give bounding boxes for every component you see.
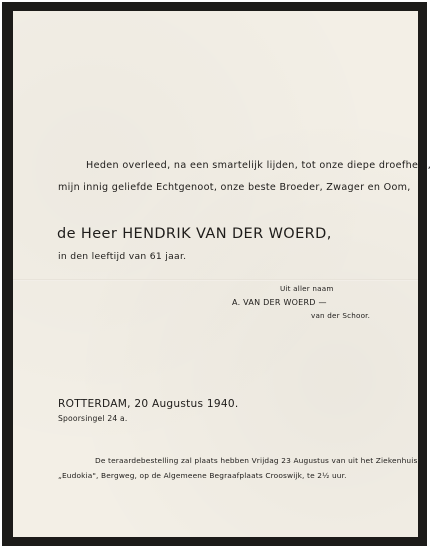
mourning-card: [13, 11, 431, 537]
funeral-line-1: De teraardebestelling zal plaats hebben Vrijdag 23 Augustus van uit het Ziekenhuis: [95, 456, 418, 465]
signature-name: A. VAN DER WOERD —: [232, 298, 327, 307]
signature-maiden-name: van der Schoor.: [311, 311, 371, 320]
funeral-line-2: „Eudokia", Bergweg, op de Algemeene Begraafplaats Crooswijk, te 2½ uur.: [58, 471, 347, 480]
place-and-date: ROTTERDAM, 20 Augustus 1940.: [58, 398, 239, 410]
age-line: in den leeftijd van 61 jaar.: [58, 251, 187, 262]
announcement-line-1: Heden overleed, na een smartelijk lijden, tot onze diepe droefheid,: [86, 160, 431, 171]
address: Spoorsingel 24 a.: [58, 414, 128, 423]
announcement-line-2: mijn innig geliefde Echtgenoot, onze beste Broeder, Zwager en Oom,: [58, 182, 411, 193]
paper-fold-line: [13, 279, 418, 281]
mourning-card-border: [2, 2, 431, 546]
signature-intro: Uit aller naam: [280, 284, 334, 293]
deceased-name: de Heer HENDRIK VAN DER WOERD,: [57, 226, 332, 242]
